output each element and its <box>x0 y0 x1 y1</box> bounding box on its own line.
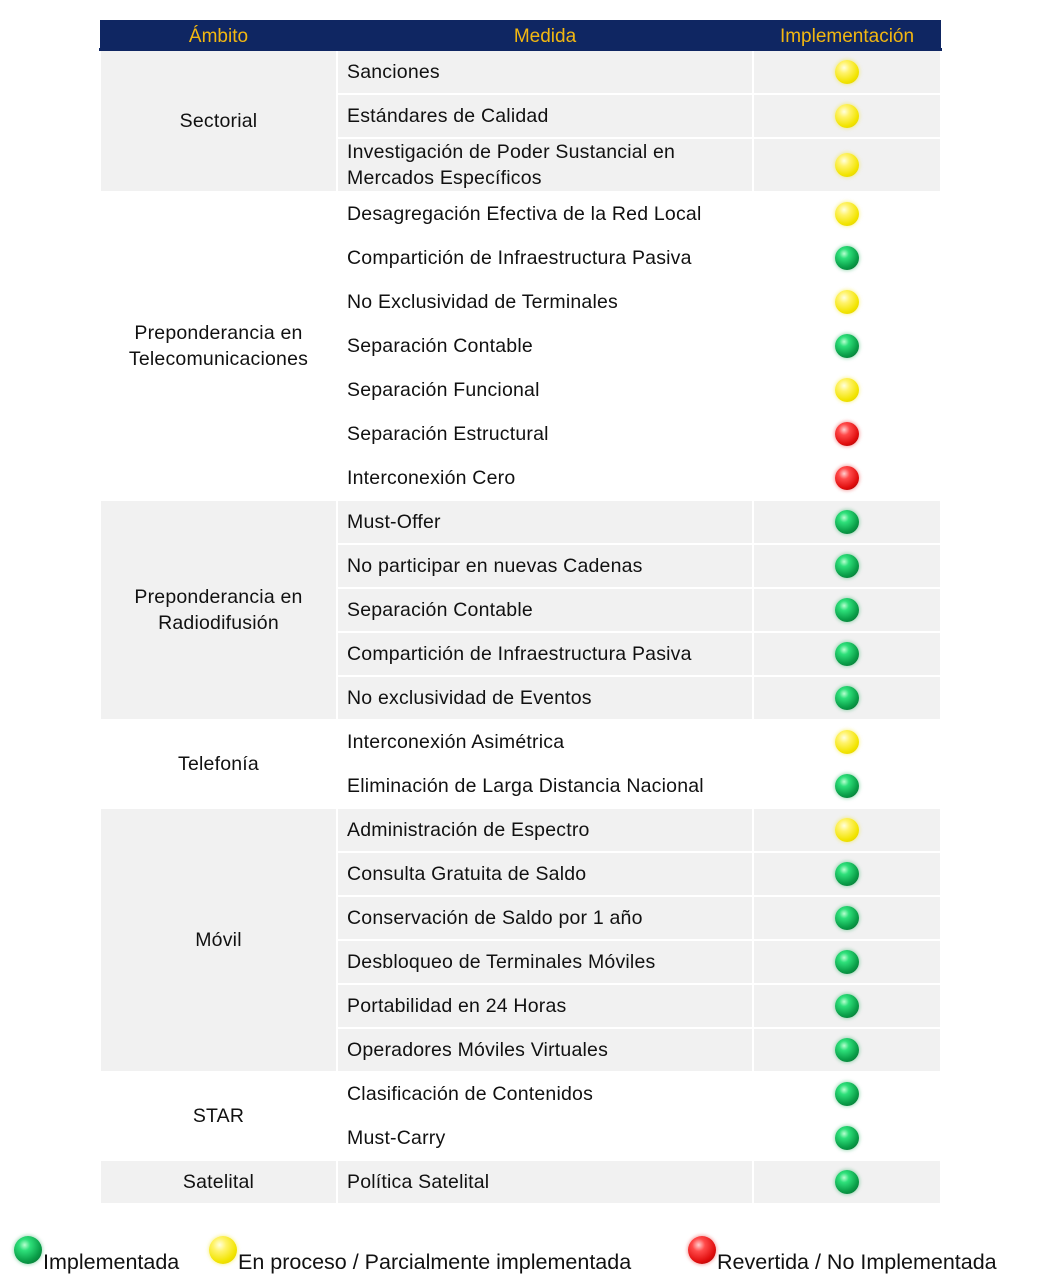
measure-cell: No Exclusividad de Terminales <box>337 280 753 324</box>
measure-cell: Consulta Gratuita de Saldo <box>337 852 753 896</box>
green-light-icon <box>835 246 859 270</box>
yellow-light-icon <box>835 378 859 402</box>
measure-cell: Administración de Espectro <box>337 808 753 852</box>
scope-cell: Satelital <box>100 1160 337 1204</box>
legend-reverted-label: Revertida / No Implementada <box>717 1250 997 1274</box>
status-cell <box>753 94 941 138</box>
green-light-icon <box>835 642 859 666</box>
green-light-icon <box>835 906 859 930</box>
measure-cell: Separación Estructural <box>337 412 753 456</box>
legend <box>14 1236 1044 1280</box>
status-cell <box>753 632 941 676</box>
measure-cell: No exclusividad de Eventos <box>337 676 753 720</box>
measure-cell: Compartición de Infraestructura Pasiva <box>337 632 753 676</box>
legend-in-process-label: En proceso / Parcialmente implementada <box>238 1250 632 1274</box>
measure-cell: Eliminación de Larga Distancia Nacional <box>337 764 753 808</box>
table-row <box>100 720 941 764</box>
table-row <box>100 1160 941 1204</box>
scope-cell: Sectorial <box>100 50 337 192</box>
table-row <box>100 500 941 544</box>
green-light-icon <box>14 1236 42 1264</box>
status-cell <box>753 280 941 324</box>
red-light-icon <box>835 422 859 446</box>
table-row <box>100 50 941 94</box>
header-scope: Ámbito <box>100 20 337 50</box>
table-row <box>100 808 941 852</box>
header-measure: Medida <box>337 20 753 50</box>
green-light-icon <box>835 686 859 710</box>
scope-cell: Preponderancia en Telecomunicaciones <box>100 192 337 500</box>
green-light-icon <box>835 554 859 578</box>
scope-cell: STAR <box>100 1072 337 1160</box>
status-cell <box>753 1116 941 1160</box>
measure-cell: Interconexión Asimétrica <box>337 720 753 764</box>
yellow-light-icon <box>835 153 859 177</box>
measure-cell: Investigación de Poder Sustancial en Mercados Específicos <box>337 138 753 192</box>
yellow-light-icon <box>835 202 859 226</box>
yellow-light-icon <box>209 1236 237 1264</box>
status-cell <box>753 324 941 368</box>
status-cell <box>753 500 941 544</box>
header-implementation: Implementación <box>753 20 941 50</box>
status-cell <box>753 1028 941 1072</box>
status-cell <box>753 50 941 94</box>
measure-cell: No participar en nuevas Cadenas <box>337 544 753 588</box>
measure-cell: Conservación de Saldo por 1 año <box>337 896 753 940</box>
measure-cell: Sanciones <box>337 50 753 94</box>
status-cell <box>753 236 941 280</box>
yellow-light-icon <box>835 290 859 314</box>
measure-cell: Estándares de Calidad <box>337 94 753 138</box>
green-light-icon <box>835 950 859 974</box>
status-cell <box>753 456 941 500</box>
measure-cell: Must-Carry <box>337 1116 753 1160</box>
status-cell <box>753 192 941 236</box>
measure-cell: Desbloqueo de Terminales Móviles <box>337 940 753 984</box>
status-cell <box>753 544 941 588</box>
red-light-icon <box>835 466 859 490</box>
green-light-icon <box>835 1126 859 1150</box>
status-cell <box>753 896 941 940</box>
table-row <box>100 1072 941 1116</box>
measure-cell: Desagregación Efectiva de la Red Local <box>337 192 753 236</box>
status-cell <box>753 368 941 412</box>
measure-cell: Separación Contable <box>337 324 753 368</box>
measure-cell: Compartición de Infraestructura Pasiva <box>337 236 753 280</box>
measures-table <box>99 20 942 1205</box>
yellow-light-icon <box>835 60 859 84</box>
green-light-icon <box>835 1038 859 1062</box>
status-cell <box>753 1160 941 1204</box>
table-body <box>100 50 941 1204</box>
green-light-icon <box>835 598 859 622</box>
table-header <box>100 20 941 50</box>
status-cell <box>753 852 941 896</box>
status-cell <box>753 808 941 852</box>
yellow-light-icon <box>835 730 859 754</box>
measure-cell: Clasificación de Contenidos <box>337 1072 753 1116</box>
table-row <box>100 192 941 236</box>
scope-cell: Móvil <box>100 808 337 1072</box>
status-cell <box>753 764 941 808</box>
measure-cell: Separación Funcional <box>337 368 753 412</box>
scope-cell: Preponderancia en Radiodifusión <box>100 500 337 720</box>
green-light-icon <box>835 1082 859 1106</box>
status-cell <box>753 676 941 720</box>
green-light-icon <box>835 774 859 798</box>
measure-cell: Política Satelital <box>337 1160 753 1204</box>
measure-cell: Separación Contable <box>337 588 753 632</box>
status-cell <box>753 940 941 984</box>
legend-implemented-label: Implementada <box>43 1250 180 1274</box>
green-light-icon <box>835 994 859 1018</box>
green-light-icon <box>835 510 859 534</box>
status-cell <box>753 984 941 1028</box>
red-light-icon <box>688 1236 716 1264</box>
scope-cell: Telefonía <box>100 720 337 808</box>
status-cell <box>753 412 941 456</box>
measure-cell: Interconexión Cero <box>337 456 753 500</box>
green-light-icon <box>835 862 859 886</box>
status-cell <box>753 720 941 764</box>
status-cell <box>753 588 941 632</box>
measure-cell: Portabilidad en 24 Horas <box>337 984 753 1028</box>
status-cell <box>753 138 941 192</box>
green-light-icon <box>835 334 859 358</box>
yellow-light-icon <box>835 818 859 842</box>
status-cell <box>753 1072 941 1116</box>
measure-cell: Must-Offer <box>337 500 753 544</box>
measure-cell: Operadores Móviles Virtuales <box>337 1028 753 1072</box>
yellow-light-icon <box>835 104 859 128</box>
green-light-icon <box>835 1170 859 1194</box>
